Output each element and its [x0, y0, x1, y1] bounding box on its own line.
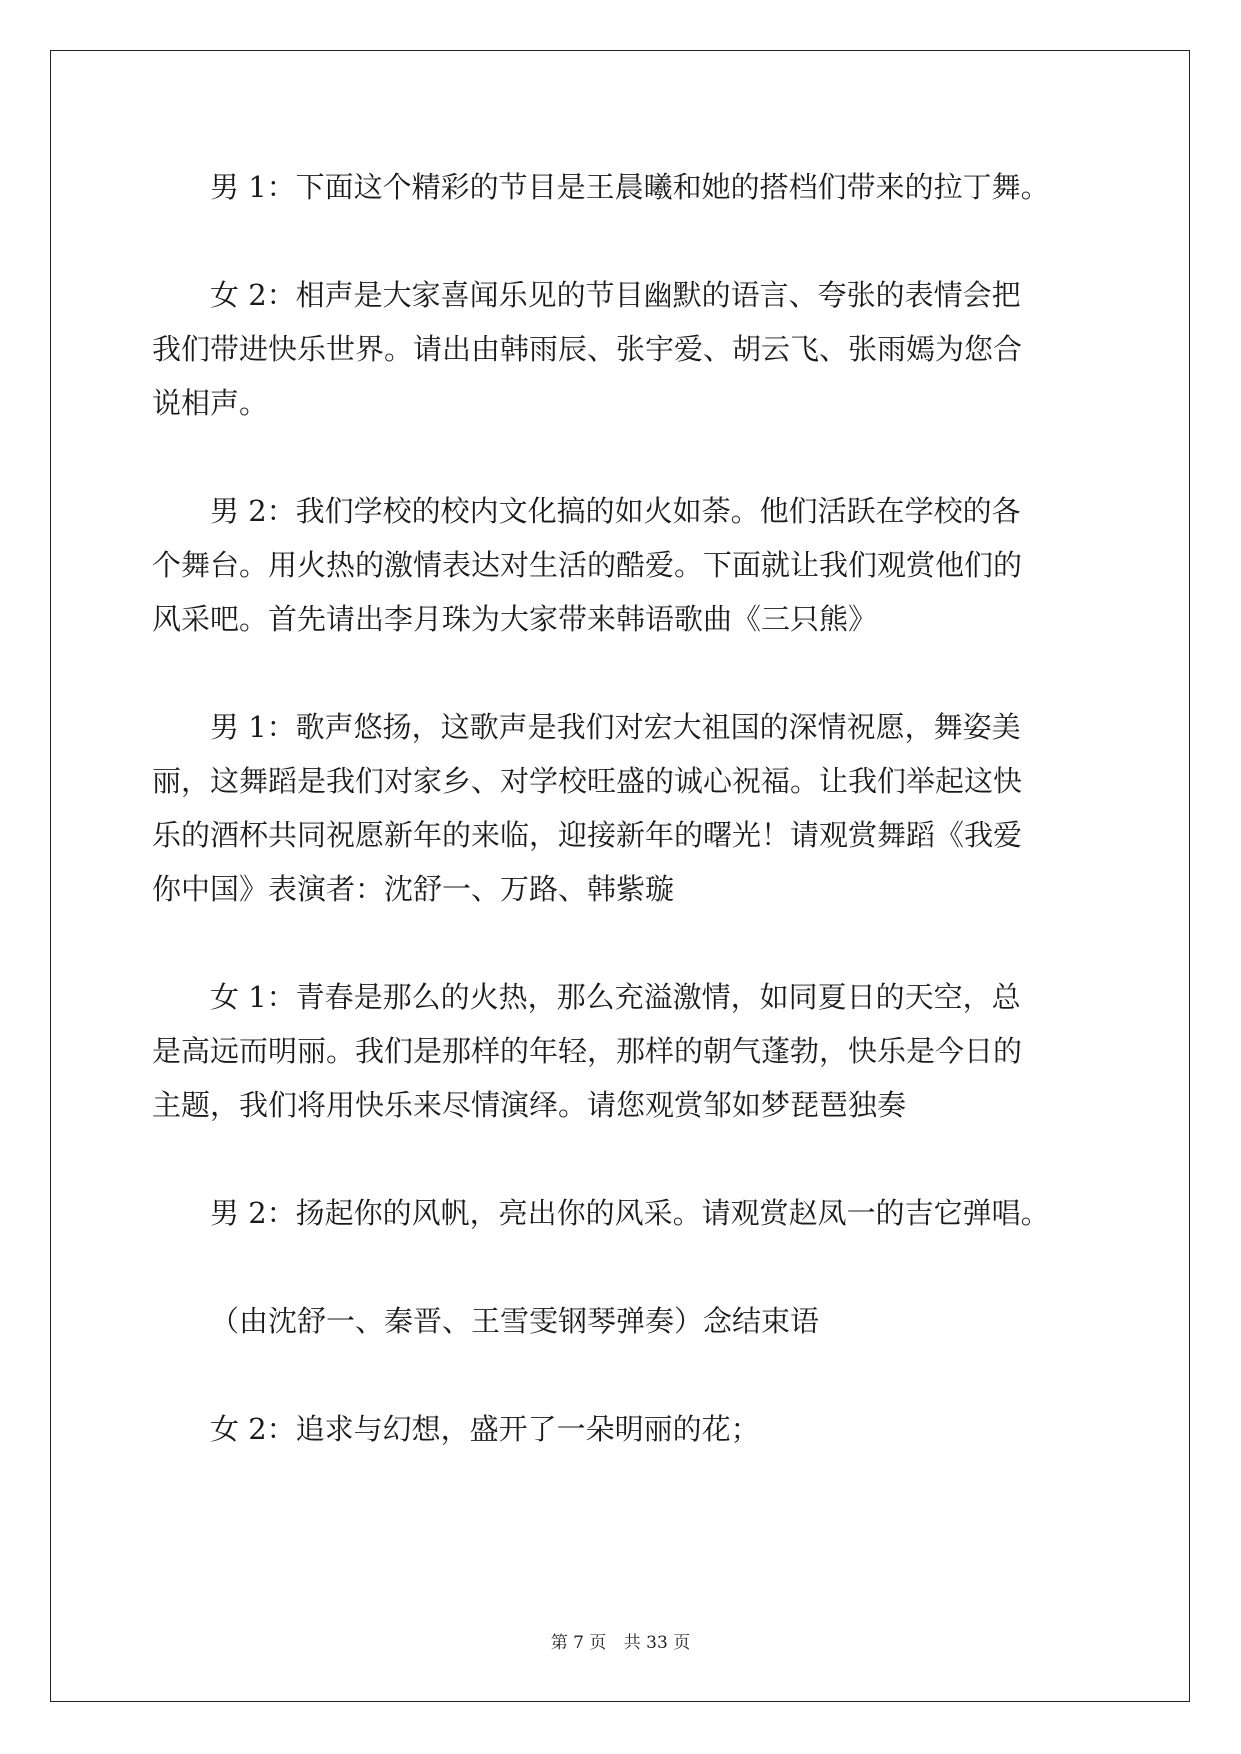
paragraph [152, 700, 1090, 916]
paragraph [152, 1186, 1090, 1240]
text-line: 你中国》表演者：沈舒一、万路、韩紫璇 [152, 872, 675, 906]
text-line: 女 1：青春是那么的火热，那么充溢激情，如同夏日的天空，总 [210, 980, 1021, 1014]
text-line: 我们带进快乐世界。请出由韩雨辰、张宇爱、胡云飞、张雨嫣为您合 [152, 332, 1023, 366]
paragraph [152, 160, 1090, 214]
text-line: 男 2：扬起你的风帆，亮出你的风采。请观赏赵凤一的吉它弹唱。 [210, 1196, 1050, 1230]
paragraph [152, 1402, 1090, 1456]
page-number: 第 7 页 [550, 1633, 607, 1653]
text-line: 丽，这舞蹈是我们对家乡、对学校旺盛的诚心祝福。让我们举起这快 [152, 764, 1023, 798]
text-line: 个舞台。用火热的激情表达对生活的酷爱。下面就让我们观赏他们的 [152, 548, 1023, 582]
text-line: 说相声。 [152, 386, 269, 420]
text-line: 男 1：下面这个精彩的节目是王晨曦和她的搭档们带来的拉丁舞。 [210, 170, 1050, 204]
text-line: 是高远而明丽。我们是那样的年轻，那样的朝气蓬勃，快乐是今日的 [152, 1034, 1023, 1068]
text-line: 男 1：歌声悠扬，这歌声是我们对宏大祖国的深情祝愿，舞姿美 [210, 710, 1021, 744]
paragraph [152, 484, 1090, 646]
text-line: 女 2：相声是大家喜闻乐见的节目幽默的语言、夸张的表情会把 [210, 278, 1021, 312]
document-body [152, 160, 1090, 1456]
text-line: 风采吧。首先请出李月珠为大家带来韩语歌曲《三只熊》 [152, 602, 878, 636]
paragraph [152, 1294, 1090, 1348]
text-line: 主题，我们将用快乐来尽情演绎。请您观赏邹如梦琵琶独奏 [152, 1088, 907, 1122]
text-line: 女 2：追求与幻想，盛开了一朵明丽的花； [210, 1412, 760, 1446]
paragraph [152, 970, 1090, 1132]
page-footer [0, 1628, 1241, 1653]
paragraph [152, 268, 1090, 430]
text-line: 乐的酒杯共同祝愿新年的来临，迎接新年的曙光！请观赏舞蹈《我爱 [152, 818, 1023, 852]
page-total: 共 33 页 [623, 1633, 691, 1653]
text-line: （由沈舒一、秦晋、王雪雯钢琴弹奏）念结束语 [210, 1304, 820, 1338]
text-line: 男 2：我们学校的校内文化搞的如火如荼。他们活跃在学校的各 [210, 494, 1021, 528]
